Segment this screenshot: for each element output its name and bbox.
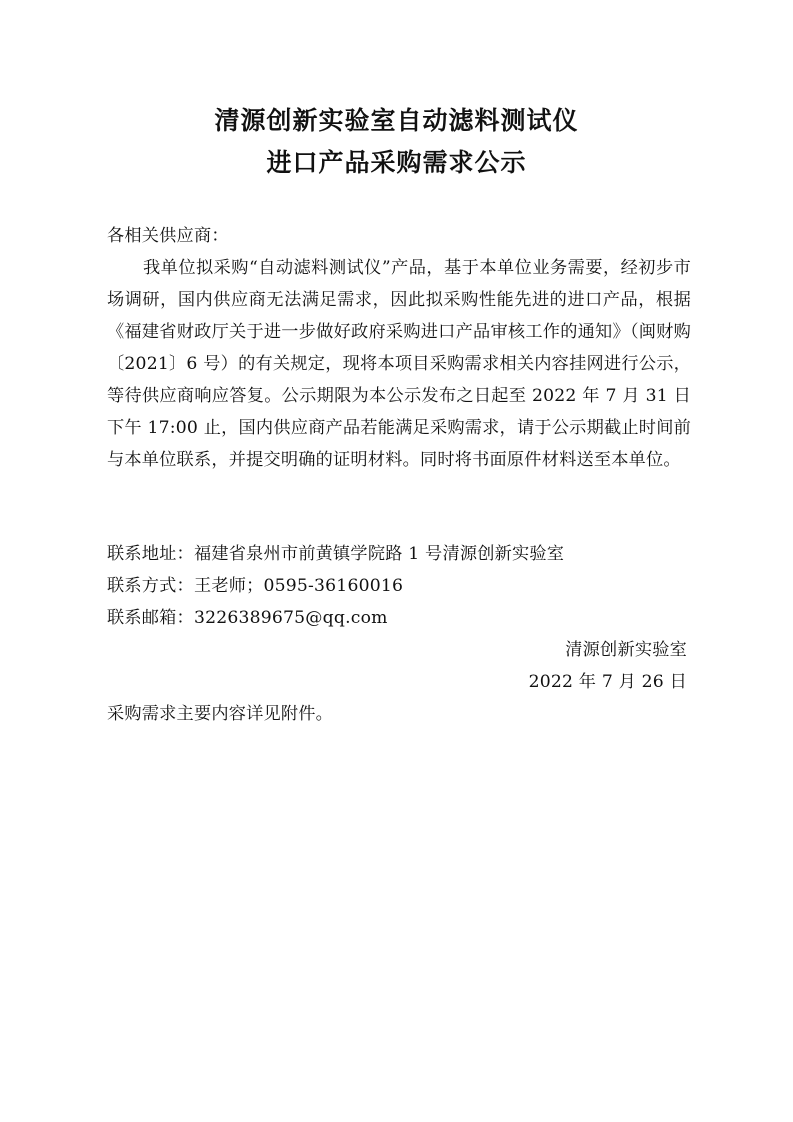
contact-email: 联系邮箱：3226389675@qq.com [107,608,388,628]
contact-block [107,538,691,634]
body-paragraph: 我单位拟采购“自动滤料测试仪”产品，基于本单位业务需要，经初步市场调研，国内供应商无法满足需求，因此拟采购性能先进的进口产品，根据《福建省财政厅关于进一步做好政府采购进口产品审核工作的通知》（闽财购〔2021〕6 号）的有关规定，现将本项目采购需求相关内容挂网进行公示，等待供应商响应答复。公示期限为本公示发布之日起至 2022 年 7 月 31 日下午 17:00 止，国内供应商产品若能满足采购需求，请于公示期截止时间前与本单位联系，并提交明确的证明材料。同时将书面原件材料送至本单位。 [107,258,691,470]
signature-organization: 清源创新实验室 [565,640,687,660]
salutation: 各相关供应商： [107,226,229,246]
document-title-line2: 进口产品采购需求公示 [266,148,527,177]
signature-date: 2022 年 7 月 26 日 [528,672,687,692]
attachment-note: 采购需求主要内容详见附件。 [107,704,334,724]
contact-phone: 联系方式：王老师；0595-36160016 [107,576,404,596]
document-title-line1: 清源创新实验室自动滤料测试仪 [214,106,579,135]
contact-address: 联系地址：福建省泉州市前黄镇学院路 1 号清源创新实验室 [107,544,565,564]
